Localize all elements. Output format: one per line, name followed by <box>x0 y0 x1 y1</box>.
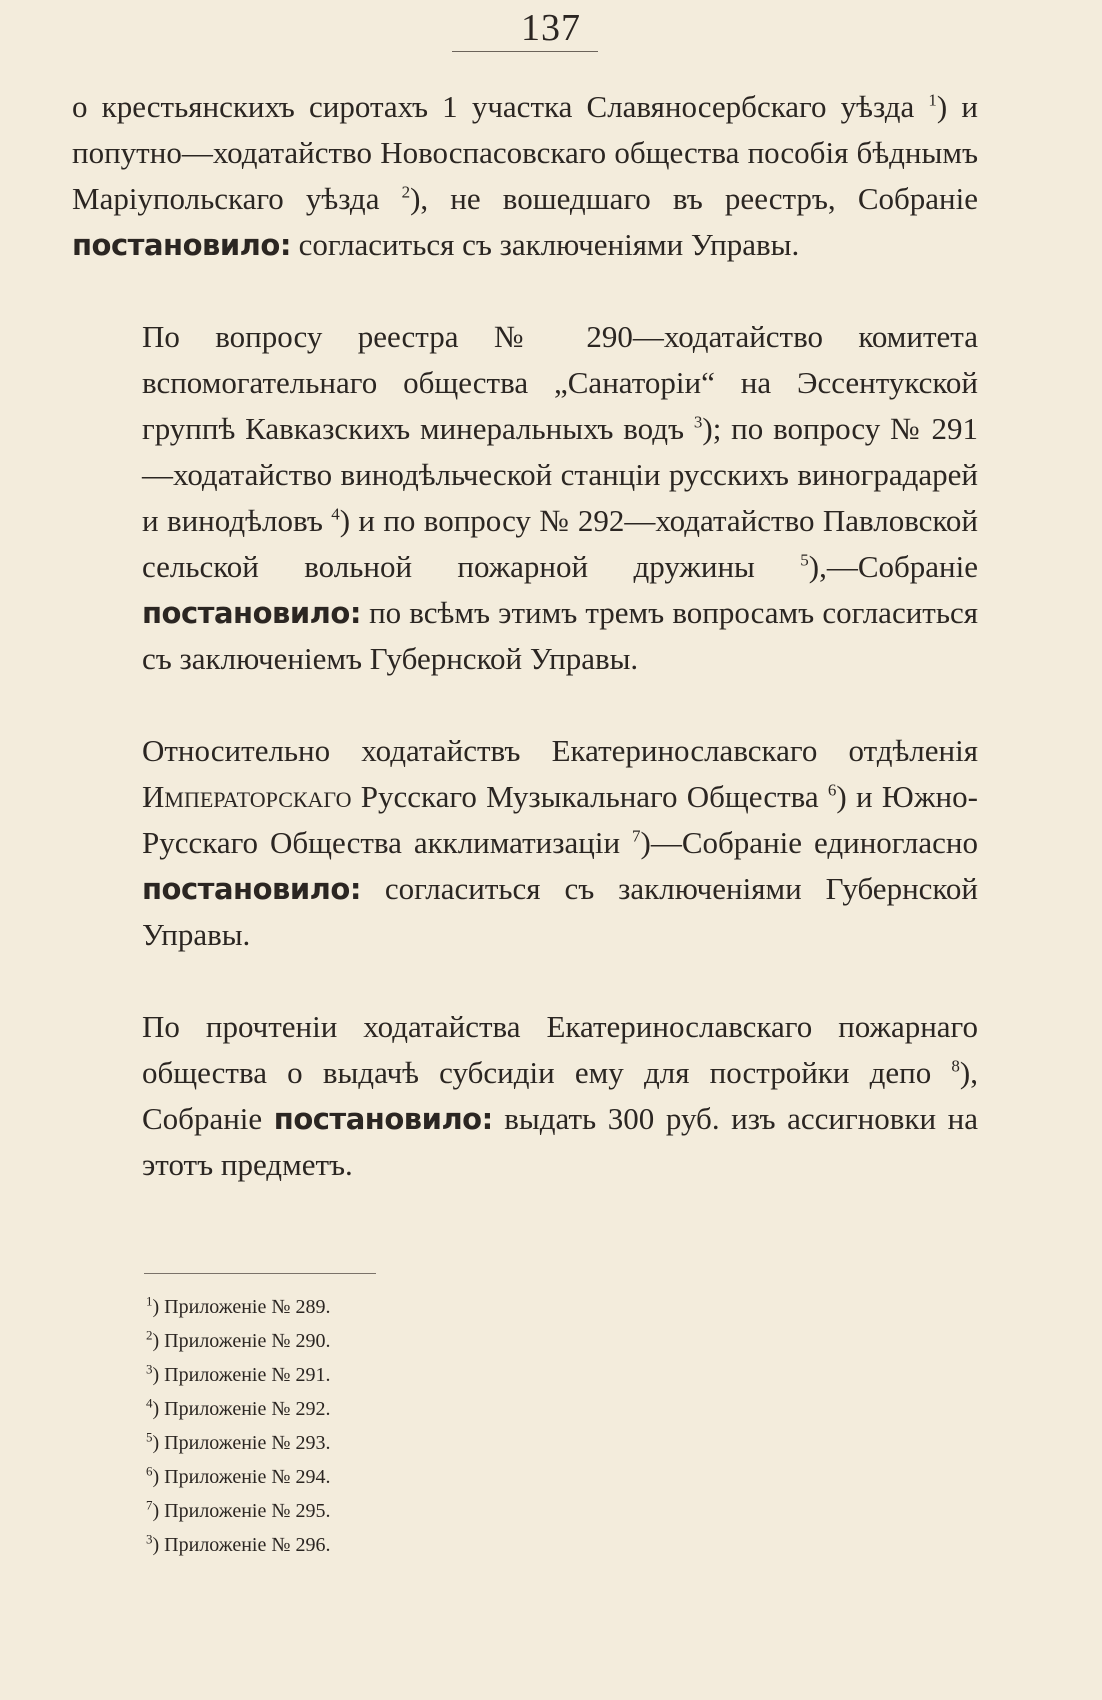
footnote-item: $^3$) Приложеніе № 291. <box>146 1361 331 1386</box>
footnote-ref: 6 <box>827 780 837 800</box>
footnote-divider <box>144 1273 376 1274</box>
footnote-item: $^3$) Приложеніе № 296. <box>146 1531 331 1556</box>
footnotes <box>146 1290 546 1562</box>
paragraph-3: Относительно ходатайствъ Екатеринославскаго отдѣленія Императорскаго Русскаго Музыкальнаго Общества $^6$) и Южно-Русскаго Общества акклиматизаціи $^7$)—Собраніе единогласно постановило: согласиться съ заключеніями Губернской Управы. <box>142 733 979 952</box>
paragraph-4: По прочтеніи ходатайства Екатеринославскаго пожарнаго общества о выдачѣ субсидіи ему для постройки депо $^8$), Собраніе постановило: выдать 300 руб. изъ ассигновки на этотъ предметъ. <box>142 1009 979 1182</box>
resolution-keyword: постановило: <box>273 1102 493 1136</box>
footnote-ref: 2 <box>401 182 411 202</box>
footnote-item: $^1$) Приложеніе № 289. <box>146 1293 331 1318</box>
resolution-keyword: постановило: <box>142 596 361 630</box>
footnote-ref: 8 <box>951 1056 960 1076</box>
footnote-item: $^5$) Приложеніе № 293. <box>146 1429 331 1454</box>
body-text <box>72 84 978 1188</box>
footnote-item: $^6$) Приложеніе № 294. <box>146 1463 331 1488</box>
footnote-item: $^7$) Приложеніе № 295. <box>146 1497 331 1522</box>
footnote-ref: 3 <box>693 412 703 432</box>
page-number: 137 <box>521 7 581 49</box>
footnote-ref: 4 <box>331 504 340 524</box>
page-number-rule <box>452 51 598 52</box>
resolution-keyword: постановило: <box>142 872 361 906</box>
footnote-ref: 1 <box>928 90 937 110</box>
paragraph-1: о крестьянскихъ сиротахъ 1 участка Славяносербскаго уѣзда $^1$) и попутно—ходатайство Новоспасовскаго общества пособія бѣднымъ Маріупольскаго уѣзда $^2$), не вошедшаго въ реестръ, Собраніе постановило: согласиться съ заключеніями Управы. <box>72 89 978 262</box>
resolution-keyword: постановило: <box>72 228 291 262</box>
footnote-ref: 7 <box>632 826 641 846</box>
footnote-ref: 5 <box>800 550 809 570</box>
footnote-item: $^4$) Приложеніе № 292. <box>146 1395 331 1420</box>
paragraph-2: По вопросу реестра № 290—ходатайство комитета вспомогательнаго общества „Санаторіи“ на Эссентукской группѣ Кавказскихъ минеральныхъ водъ $^3$); по вопросу № 291—ходатайство винодѣльческой станціи русскихъ виноградарей и винодѣловъ $^4$) и по вопросу № 292—ходатайство Павловской сельской вольной пожарной дружины $^5$),—Собраніе постановило: по всѣмъ этимъ тремъ вопросамъ согласиться съ заключеніемъ Губернской Управы. <box>142 319 978 676</box>
footnote-item: $^2$) Приложеніе № 290. <box>146 1327 331 1352</box>
